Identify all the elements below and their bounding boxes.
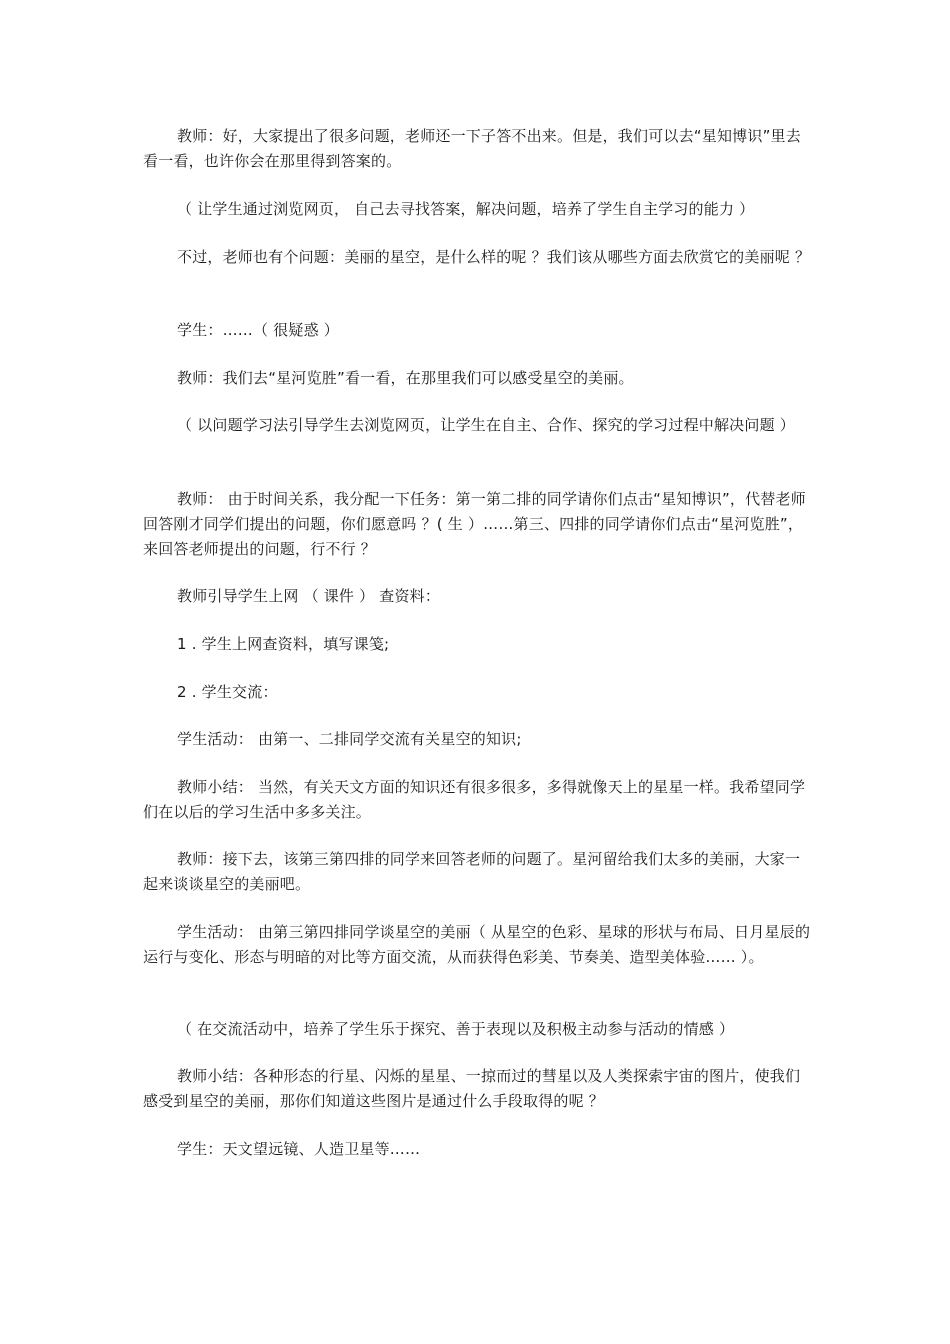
- paragraph-student-confused: 学生：……（ 很疑惑 ）: [177, 321, 339, 339]
- paragraph-teacher-guide-online: 教师引导学生上网 （ 课件 ） 查资料：: [177, 587, 441, 605]
- paragraph-teacher-next: 教师：接下去，该第三第四排的同学来回答老师的问题了。星河留给我们太多的美丽，大家一起来谈谈星空的美丽吧。: [143, 850, 801, 893]
- paragraph-note-exchange: （ 在交流活动中，培养了学生乐于探究、善于表现以及积极主动参与活动的情感 ）: [177, 1020, 735, 1038]
- paragraph-note-browse: （ 让学生通过浏览网页， 自己去寻找答案，解决问题，培养了学生自主学习的能力 ）: [177, 200, 755, 218]
- paragraph-step-2: 2 . 学生交流：: [177, 683, 278, 701]
- paragraph-teacher-go-xinghe: 教师：我们去“星河览胜”看一看，在那里我们可以感受星空的美丽。: [177, 369, 634, 387]
- paragraph-teacher-summary-2: 教师小结：各种形态的行星、闪烁的星星、一掠而过的彗星以及人类探索宇宙的图片，使我们感受到星空的美丽，那你们知道这些图片是通过什么手段取得的呢 ？: [143, 1067, 801, 1110]
- paragraph-teacher-questions: 教师：好，大家提出了很多问题，老师还一下子答不出来。但是，我们可以去“星知博识”里去看一看，也许你会在那里得到答案的。: [143, 127, 801, 170]
- paragraph-teacher-assign-tasks: 教师： 由于时间关系，我分配一下任务：第一第二排的同学请你们点击“星知博识”，代替老师回答刚才同学们提出的问题，你们愿意吗 ？( 生 ）……第三、四排的同学请你们点击“星河览胜”，来回答老师提出的问题，行不行 ？: [143, 490, 806, 558]
- paragraph-student-activity-1: 学生活动： 由第一、二排同学交流有关星空的知识;: [177, 730, 522, 748]
- paragraph-step-1: 1 . 学生上网查资料，填写课笺;: [177, 635, 390, 653]
- paragraph-teacher-question-beauty: 不过，老师也有个问题：美丽的星空，是什么样的呢 ？我们该从哪些方面去欣赏它的美丽呢 ？: [177, 248, 811, 266]
- paragraph-student-answer: 学生：天文望远镜、人造卫星等……: [177, 1140, 421, 1158]
- paragraph-note-problem-learning: （ 以问题学习法引导学生去浏览网页，让学生在自主、合作、探究的学习过程中解决问题 ）: [177, 416, 795, 434]
- paragraph-teacher-summary-1: 教师小结： 当然，有关天文方面的知识还有很多很多，多得就像天上的星星一样。我希望同学们在以后的学习生活中多多关注。: [143, 778, 806, 821]
- paragraph-student-activity-2: 学生活动： 由第三第四排同学谈星空的美丽（ 从星空的色彩、星球的形状与布局、日月星辰的运行与变化、形态与明暗的对比等方面交流，从而获得色彩美、节奏美、造型美体验…… ）。: [143, 923, 811, 966]
